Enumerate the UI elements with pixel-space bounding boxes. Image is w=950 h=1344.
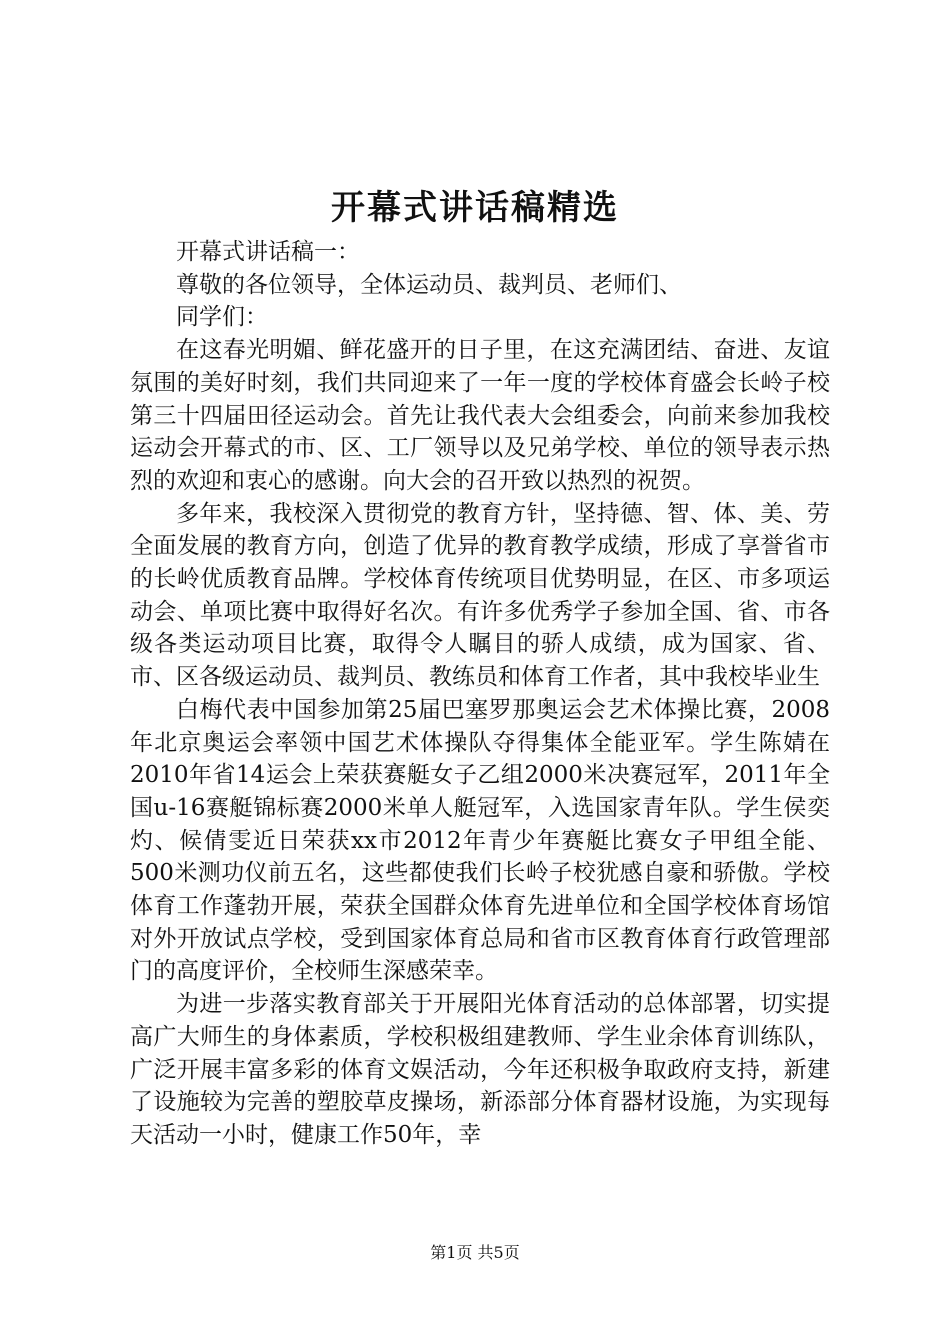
paragraph-salutation: 尊敬的各位领导，全体运动员、裁判员、老师们、 bbox=[176, 271, 682, 298]
paragraph-heading: 开幕式讲话稿一： bbox=[176, 239, 360, 265]
paragraph: 在这春光明媚、鲜花盛开的日子里，在这充满团结、奋进、友谊氛围的美好时刻，我们共同迎来了一年一度的学校体育盛会长岭子校第三十四届田径运动会。首先让我代表大会组委会，向前来参加我校运动会开幕式的市、区、工厂领导以及兄弟学校、单位的领导表示热烈的欢迎和衷心的感谢。向大会的召开致以热烈的祝贺。 bbox=[130, 337, 830, 494]
paragraph-salutation-cont: 同学们： bbox=[176, 304, 268, 331]
document-body bbox=[130, 236, 830, 1152]
page-number-footer: 第1页 共5页 bbox=[430, 1243, 520, 1262]
paragraph: 为进一步落实教育部关于开展阳光体育活动的总体部署，切实提高广大师生的身体素质，学校积极组建教师、学生业余体育训练队，广泛开展丰富多彩的体育文娱活动，今年还积极争取政府支持，新建了设施较为完善的塑胶草皮操场，新添部分体育器材设施，为实现每天活动一小时，健康工作50年，幸 bbox=[130, 991, 830, 1148]
document-title: 开幕式讲话稿精选 bbox=[331, 188, 619, 228]
paragraph: 多年来，我校深入贯彻党的教育方针，坚持德、智、体、美、劳全面发展的教育方向，创造了优异的教育教学成绩，形成了享誉省市的长岭优质教育品牌。学校体育传统项目优势明显，在区、市多项运动会、单项比赛中取得好名次。有许多优秀学子参加全国、省、市各级各类运动项目比赛，取得令人瞩目的骄人成绩，成为国家、省、市、区各级运动员、裁判员、教练员和体育工作者，其中我校毕业生 bbox=[130, 500, 830, 691]
paragraph: 白梅代表中国参加第25届巴塞罗那奥运会艺术体操比赛，2008年北京奥运会率领中国艺术体操队夺得集体全能亚军。学生陈婧在2010年省14运会上荣获赛艇女子乙组2000米决赛冠军，2011年全国u-16赛艇锦标赛2000米单人艇冠军，入选国家青年队。学生侯奕灼、候倩雯近日荣获xx市2012年青少年赛艇比赛女子甲组全能、500米测功仪前五名，这些都使我们长岭子校犹感自豪和骄傲。学校体育工作蓬勃开展，荣获全国群众体育先进单位和全国学校体育场馆对外开放试点学校，受到国家体育总局和省市区教育体育行政管理部门的高度评价，全校师生深感荣幸。 bbox=[130, 696, 830, 985]
